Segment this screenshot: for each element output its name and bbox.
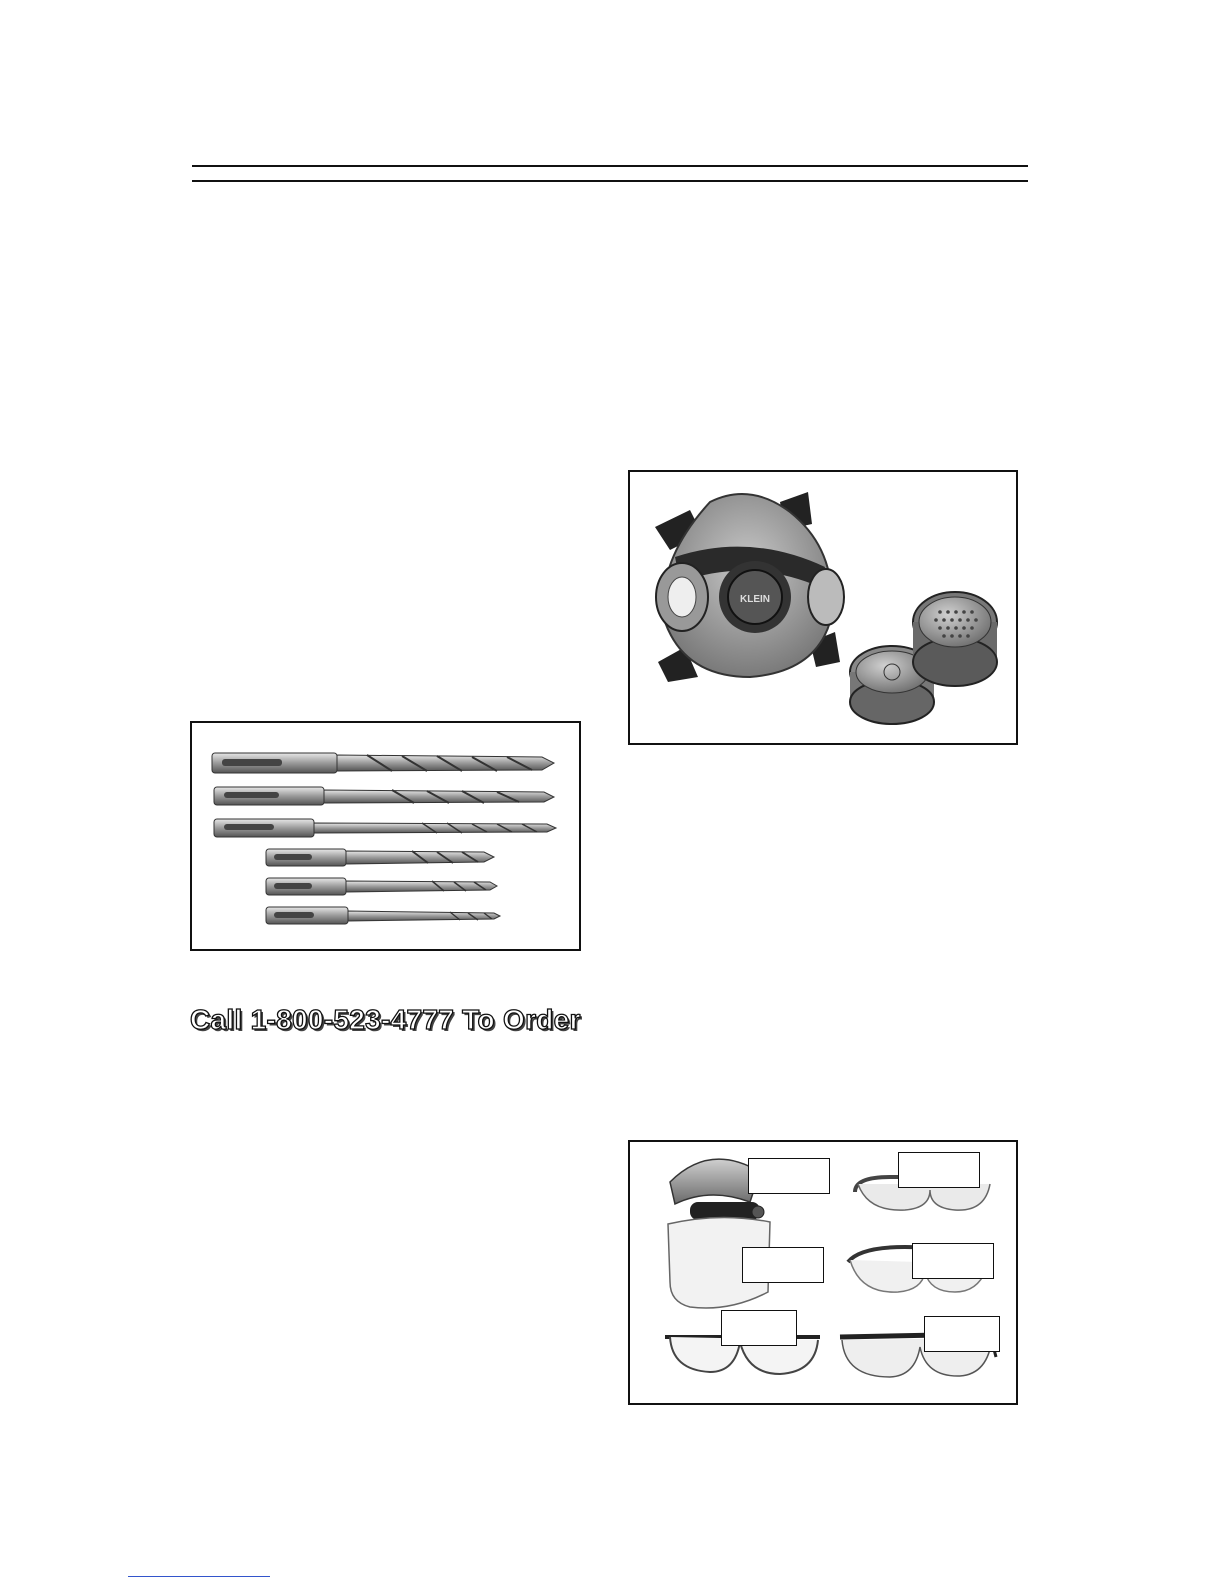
respirator-icon: [630, 472, 1016, 743]
mask-brand-text: KLEIN: [740, 594, 770, 605]
drill-bits-icon: [192, 723, 579, 949]
header-rule-top: [192, 165, 1028, 167]
label-box-faceshield-top: [748, 1158, 830, 1194]
eye-protection-figure: [628, 1140, 1018, 1405]
label-box-glasses-bottom-left: [721, 1310, 797, 1346]
label-box-glasses-top-right: [898, 1152, 980, 1188]
respirator-figure: [628, 470, 1018, 745]
footer-link-underline[interactable]: [128, 1576, 270, 1577]
label-box-glasses-middle-right: [912, 1243, 994, 1279]
label-box-glasses-bottom-right: [924, 1316, 1000, 1352]
label-box-faceshield-bottom: [742, 1247, 824, 1283]
drill-bits-figure: [190, 721, 581, 951]
header-rule-bottom: [192, 180, 1028, 182]
order-phone-callout: Call 1-800-523-4777 To Order: [190, 1004, 581, 1035]
